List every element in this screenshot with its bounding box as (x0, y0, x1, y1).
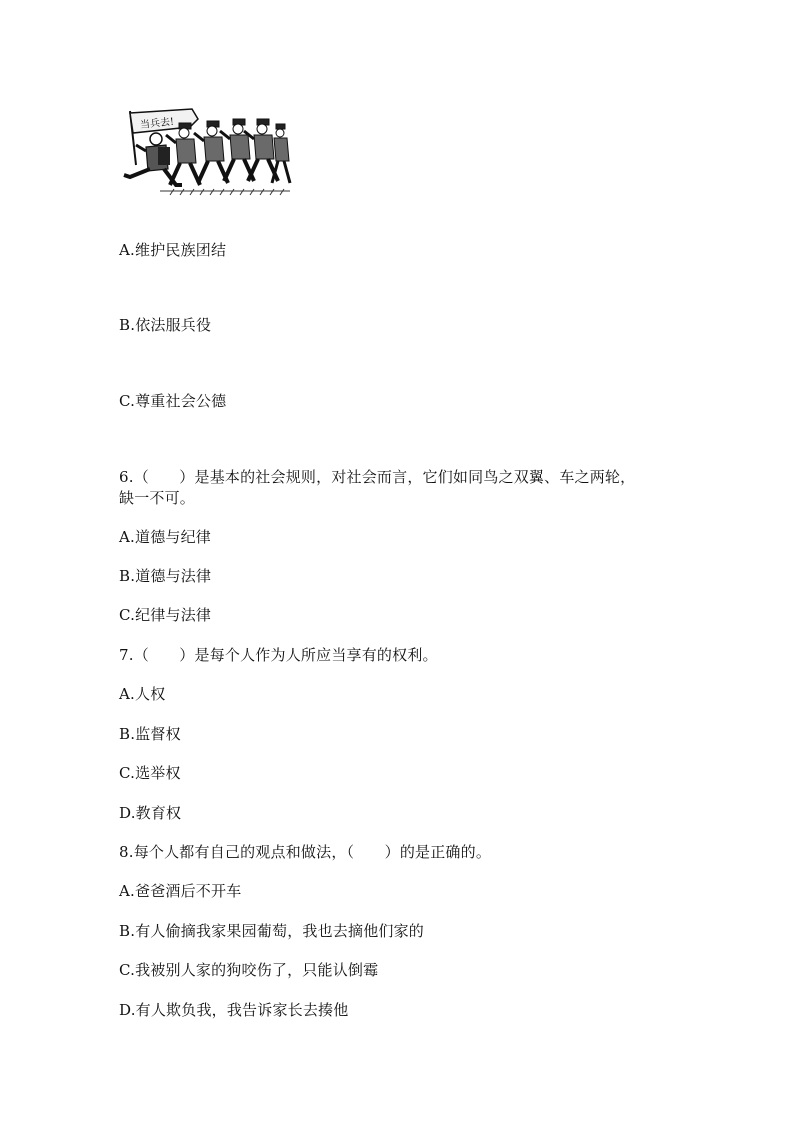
q5-option-a: A.维护民族团结 (119, 241, 227, 259)
q5-option-c: C.尊重社会公德 (119, 392, 227, 410)
q7-option-a: A.人权 (119, 685, 166, 703)
q8-option-a: A.爸爸酒后不开车 (119, 882, 242, 900)
q6-stem-line1: 6.（ ）是基本的社会规则，对社会而言，它们如同鸟之双翼、车之两轮， (119, 468, 636, 486)
q6-stem-line2: 缺一不可。 (119, 489, 196, 507)
q7-option-b: B.监督权 (119, 725, 181, 743)
q7-option-d: D.教育权 (119, 804, 182, 822)
flag-text: 当兵去! (139, 116, 175, 132)
q7-stem: 7.（ ）是每个人作为人所应当享有的权利。 (119, 646, 438, 664)
q8-stem: 8.每个人都有自己的观点和做法，（ ）的是正确的。 (119, 843, 492, 861)
q6-option-c: C.纪律与法律 (119, 606, 212, 624)
marching-soldiers-illustration (120, 105, 292, 197)
q6-option-a: A.道德与纪律 (119, 528, 212, 546)
q7-option-c: C.选举权 (119, 764, 181, 782)
q5-option-b: B.依法服兵役 (119, 316, 212, 334)
q6-option-b: B.道德与法律 (119, 567, 212, 585)
q8-option-c: C.我被别人家的狗咬伤了，只能认倒霉 (119, 961, 379, 979)
q8-option-b: B.有人偷摘我家果园葡萄，我也去摘他们家的 (119, 922, 424, 940)
q8-option-d: D.有人欺负我，我告诉家长去揍他 (119, 1001, 349, 1019)
